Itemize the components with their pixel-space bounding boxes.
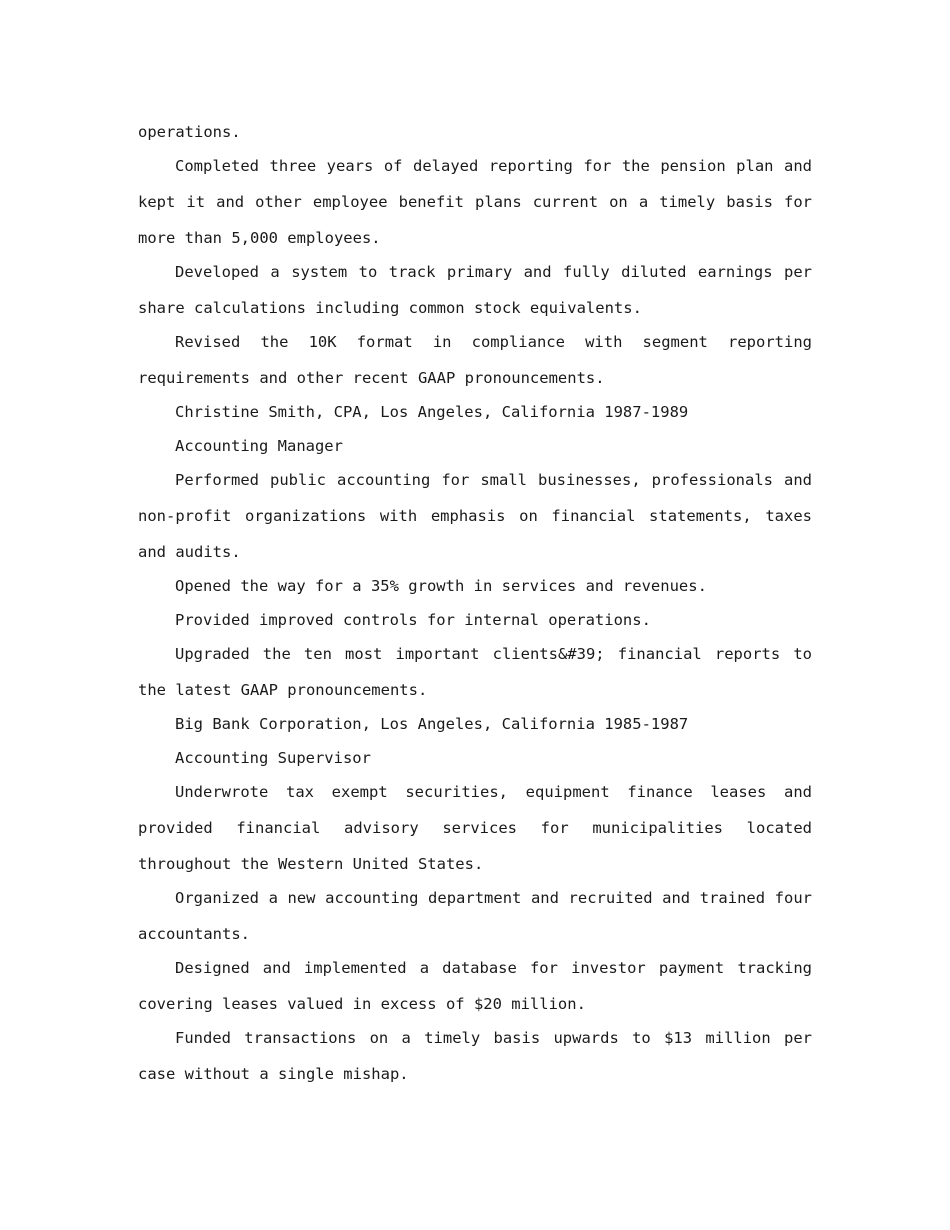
job-title-accounting-manager: Accounting Manager [175, 437, 343, 455]
paragraph-10k-format: Revised the 10K format in compliance with segment reporting requirements and other recent GAAP pronouncements. [138, 333, 812, 387]
paragraph-accounting-department: Organized a new accounting department and recruited and trained four accountants. [138, 889, 812, 943]
paragraph-investor-database: Designed and implemented a database for investor payment tracking covering leases valued in excess of $20 million. [138, 959, 812, 1013]
employer-christine-smith: Christine Smith, CPA, Los Angeles, California 1987-1989 [175, 403, 689, 421]
paragraph-pension-reporting: Completed three years of delayed reporting for the pension plan and kept it and other employee benefit plans current on a timely basis for more than 5,000 employees. [138, 157, 812, 247]
paragraph-operations-continuation: operations. [138, 123, 241, 141]
paragraph-client-reports: Upgraded the ten most important clients&#39; financial reports to the latest GAAP pronouncements. [138, 645, 812, 699]
employer-big-bank: Big Bank Corporation, Los Angeles, California 1985-1987 [175, 715, 689, 733]
paragraph-internal-controls: Provided improved controls for internal operations. [175, 611, 651, 629]
resume-body [138, 114, 812, 1090]
paragraph-public-accounting: Performed public accounting for small businesses, professionals and non-profit organizations with emphasis on financial statements, taxes and audits. [138, 471, 812, 561]
job-title-accounting-supervisor: Accounting Supervisor [175, 749, 371, 767]
paragraph-growth: Opened the way for a 35% growth in services and revenues. [175, 577, 707, 595]
paragraph-earnings-per-share: Developed a system to track primary and fully diluted earnings per share calculations including common stock equivalents. [138, 263, 812, 317]
paragraph-underwrote-securities: Underwrote tax exempt securities, equipment finance leases and provided financial advisory services for municipalities located throughout the Western United States. [138, 783, 812, 873]
paragraph-funded-transactions: Funded transactions on a timely basis upwards to $13 million per case without a single mishap. [138, 1029, 812, 1083]
